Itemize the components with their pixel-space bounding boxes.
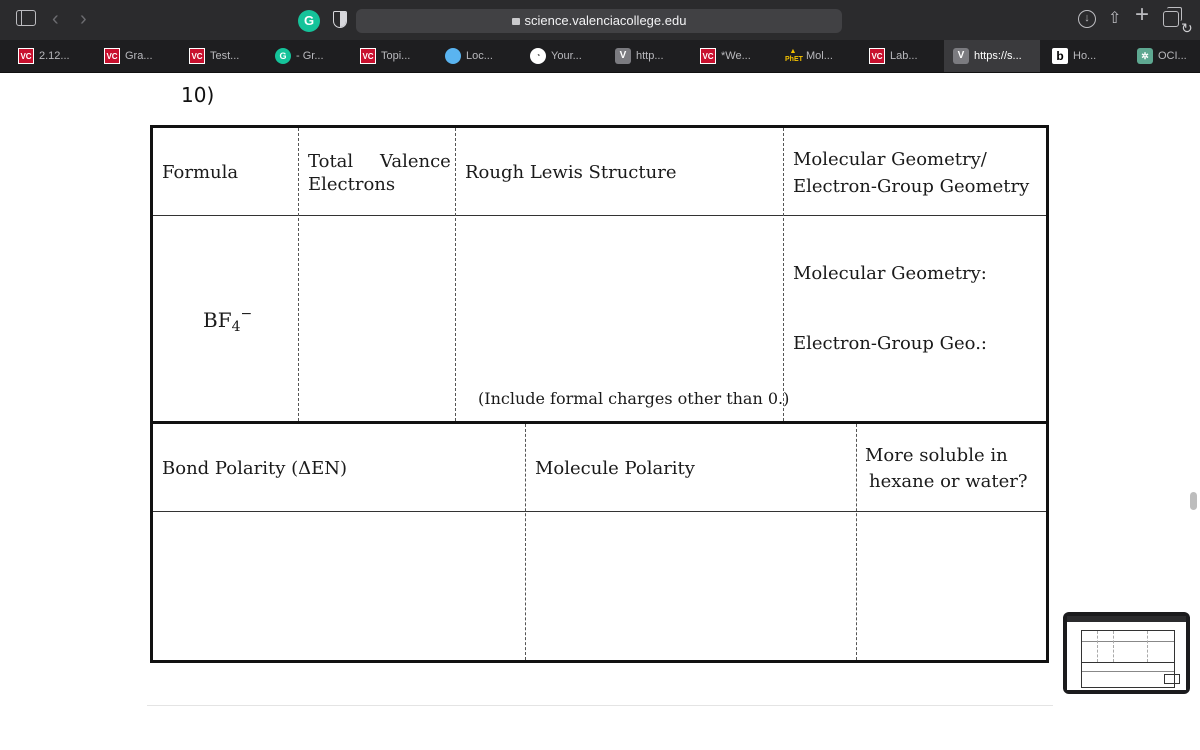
tab-2[interactable] bbox=[104, 40, 174, 72]
lewis-structure-answer[interactable] bbox=[456, 216, 782, 384]
thumbnail-row-line bbox=[1082, 641, 1174, 642]
thumbnail-page bbox=[1067, 616, 1186, 690]
valence-header-electrons: Electrons bbox=[308, 174, 396, 195]
privacy-shield-icon[interactable] bbox=[333, 11, 347, 28]
tab-label: Lab... bbox=[890, 50, 918, 62]
tab-label: https://s... bbox=[974, 50, 1022, 62]
tab-label: Mol... bbox=[806, 50, 833, 62]
url-text: science.valenciacollege.edu bbox=[524, 13, 687, 28]
molecular-geometry-label: Molecular Geometry: bbox=[793, 263, 987, 284]
thumbnail-col-line bbox=[1113, 631, 1114, 662]
tab-3[interactable] bbox=[189, 40, 259, 72]
tab-label: Loc... bbox=[466, 50, 493, 62]
address-bar[interactable] bbox=[356, 9, 1193, 36]
tab-bar bbox=[0, 40, 1200, 73]
tab-overview-icon[interactable] bbox=[1163, 11, 1179, 27]
reload-icon[interactable]: ↻ bbox=[1181, 20, 1193, 36]
valencia-college-icon: VC bbox=[18, 48, 34, 64]
thumbnail-viewport-box bbox=[1164, 674, 1180, 684]
valencia-college-icon: VC bbox=[360, 48, 376, 64]
tab-5[interactable] bbox=[360, 40, 430, 72]
lewis-header: Rough Lewis Structure bbox=[465, 162, 677, 183]
download-icon[interactable]: ↓ bbox=[1078, 10, 1096, 28]
thumbnail-col-line bbox=[1147, 631, 1148, 662]
thumbnail-col-line bbox=[1097, 631, 1098, 662]
solubility-header-line1: More soluble in bbox=[865, 445, 1008, 466]
geometry-header-line1: Molecular Geometry/ bbox=[793, 149, 987, 170]
formula-charge: − bbox=[240, 306, 253, 322]
tab-13[interactable] bbox=[1052, 40, 1122, 72]
browser-toolbar bbox=[0, 0, 1200, 40]
tab-6[interactable] bbox=[445, 40, 515, 72]
section-divider bbox=[153, 421, 1046, 424]
valencia-college-icon: VC bbox=[104, 48, 120, 64]
phet-icon: ▲ PhET bbox=[785, 48, 803, 63]
solubility-header-line2: hexane or water? bbox=[869, 471, 1028, 492]
openai-icon: ✲ bbox=[1137, 48, 1153, 64]
new-tab-icon[interactable]: + bbox=[1135, 1, 1150, 28]
back-icon[interactable]: ‹ bbox=[52, 8, 59, 30]
valencia-college-icon: VC bbox=[869, 48, 885, 64]
tab-label: http... bbox=[636, 50, 664, 62]
v-icon: V bbox=[953, 48, 969, 64]
bond-polarity-answer[interactable] bbox=[153, 513, 524, 660]
tab-label: 2.12... bbox=[39, 50, 70, 62]
forward-icon[interactable]: › bbox=[80, 8, 87, 30]
valencia-college-icon: VC bbox=[700, 48, 716, 64]
tab-12-active[interactable] bbox=[944, 40, 1040, 72]
tab-14[interactable] bbox=[1137, 40, 1197, 72]
valence-header-valence: Valence bbox=[380, 151, 451, 172]
electron-group-label: Electron-Group Geo.: bbox=[793, 333, 987, 354]
tab-11[interactable] bbox=[869, 40, 939, 72]
formula-value bbox=[203, 308, 252, 335]
page-content bbox=[0, 73, 1200, 750]
scrollbar-thumb[interactable] bbox=[1190, 492, 1197, 510]
tab-1[interactable] bbox=[18, 40, 88, 72]
tab-label: - Gr... bbox=[296, 50, 324, 62]
tab-label: Topi... bbox=[381, 50, 411, 62]
tab-9[interactable] bbox=[700, 40, 770, 72]
page-divider bbox=[147, 705, 1053, 706]
v-icon: V bbox=[615, 48, 631, 64]
share-icon[interactable]: ⇧ bbox=[1108, 10, 1122, 27]
tab-label: Ho... bbox=[1073, 50, 1097, 62]
geometry-header-line2: Electron-Group Geometry bbox=[793, 176, 1030, 197]
tab-label: Gra... bbox=[125, 50, 153, 62]
valence-header-total: Total bbox=[308, 151, 354, 172]
tab-4[interactable] bbox=[275, 40, 345, 72]
lower-header-divider bbox=[153, 511, 1046, 512]
formula-symbol: BF bbox=[203, 308, 232, 332]
tab-label: Your... bbox=[551, 50, 582, 62]
formula-header: Formula bbox=[162, 162, 239, 183]
thumbnail-row-line bbox=[1082, 671, 1174, 672]
location-icon bbox=[445, 48, 461, 64]
tab-label: OCI... bbox=[1158, 50, 1187, 62]
solubility-answer[interactable] bbox=[857, 513, 1046, 660]
tab-8[interactable] bbox=[615, 40, 685, 72]
grammarly-extension-icon[interactable]: G bbox=[298, 10, 320, 32]
tab-7[interactable] bbox=[530, 40, 600, 72]
molecule-polarity-header: Molecule Polarity bbox=[535, 458, 695, 479]
thumbnail-table bbox=[1081, 630, 1175, 688]
tab-label: Test... bbox=[210, 50, 240, 62]
question-number: 10) bbox=[181, 83, 215, 107]
worksheet-table bbox=[150, 125, 1049, 663]
lewis-note: (Include formal charges other than 0.) bbox=[478, 389, 790, 408]
valence-electrons-answer[interactable] bbox=[299, 216, 454, 420]
lock-icon bbox=[512, 18, 520, 25]
formula-subscript: 4 bbox=[231, 319, 241, 335]
tab-label: *We... bbox=[721, 50, 751, 62]
bond-polarity-header: Bond Polarity (ΔEN) bbox=[162, 458, 348, 479]
molecule-polarity-answer[interactable] bbox=[526, 513, 855, 660]
desmos-icon: ◔ bbox=[530, 48, 546, 64]
bartleby-icon: b bbox=[1052, 48, 1068, 64]
sidebar-toggle-icon[interactable] bbox=[16, 10, 36, 26]
column-divider bbox=[783, 128, 784, 421]
tab-10[interactable] bbox=[785, 40, 855, 72]
grammarly-icon: G bbox=[275, 48, 291, 64]
page-thumbnail-preview[interactable] bbox=[1063, 612, 1190, 694]
valencia-college-icon: VC bbox=[189, 48, 205, 64]
thumbnail-row-line bbox=[1082, 662, 1174, 663]
thumbnail-toolbar bbox=[1067, 616, 1186, 622]
